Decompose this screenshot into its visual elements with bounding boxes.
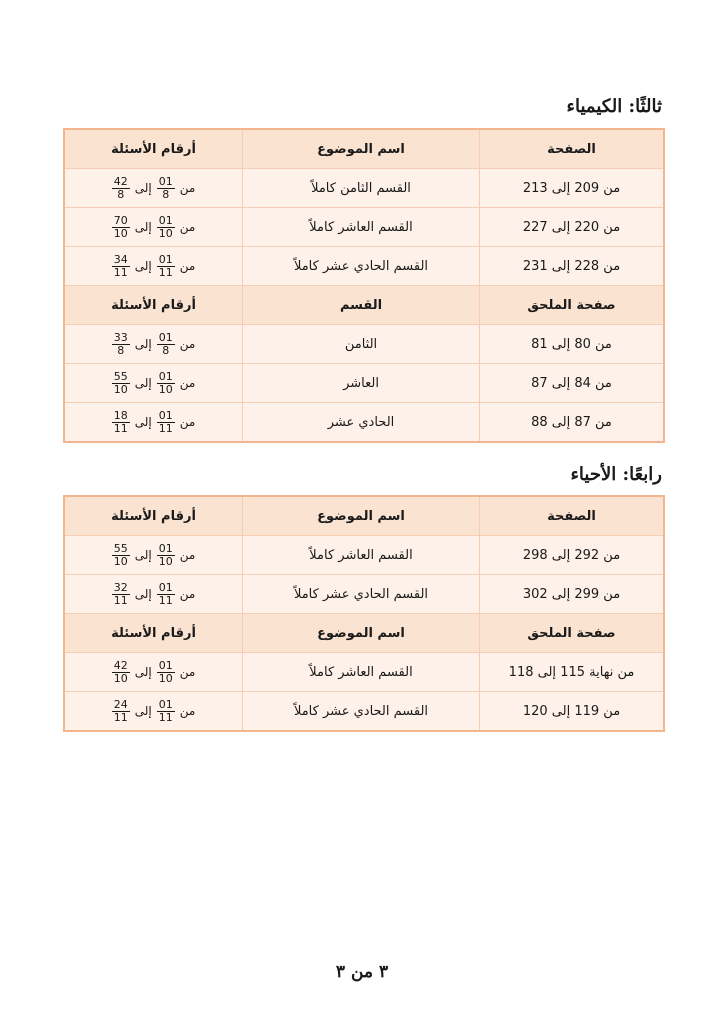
header-topic: اسم الموضوع [243,496,480,536]
to-fraction [112,660,130,685]
page-number: ٣ من ٣ [335,962,389,982]
table-header-row [64,614,664,653]
table-header-row [64,286,664,325]
to-fraction [112,371,130,396]
from-label: من [179,337,196,351]
fraction-numerator: 42 [113,174,128,188]
fraction-numerator: 01 [158,330,173,344]
header-page: صفحة الملحق [480,614,665,653]
fraction-denominator: 10 [113,671,128,685]
biology-table [63,495,665,732]
to-label: إلى [134,220,152,234]
fraction-denominator: 11 [113,421,128,435]
to-fraction [112,176,130,201]
to-label: إلى [134,665,152,679]
fraction-denominator: 10 [158,226,173,240]
header-questions: أرقام الأسئلة [64,496,243,536]
chemistry-section-title: ثالثًا: الكيمياء [566,96,662,117]
fraction-denominator: 10 [113,382,128,396]
from-label: من [179,259,196,273]
question-range [64,575,243,614]
fraction-numerator: 18 [113,408,128,422]
fraction-denominator: 10 [158,671,173,685]
fraction-numerator: 32 [113,580,128,594]
table-row [64,247,664,286]
to-label: إلى [134,376,152,390]
fraction-denominator: 8 [117,187,125,201]
page-range: من 220 إلى 227 [480,208,665,247]
fraction-denominator: 10 [158,554,173,568]
to-label: إلى [134,415,152,429]
header-page: صفحة الملحق [480,286,665,325]
to-label: إلى [134,181,152,195]
question-range [64,169,243,208]
fraction-denominator: 11 [158,265,173,279]
from-fraction [157,582,175,607]
question-range [64,536,243,575]
from-fraction [157,371,175,396]
table-row [64,364,664,403]
page-range: من نهاية 115 إلى 118 [480,653,665,692]
fraction-denominator: 8 [162,343,170,357]
header-questions: أرقام الأسئلة [64,286,243,325]
fraction-numerator: 01 [158,541,173,555]
header-topic: اسم الموضوع [243,129,480,169]
topic: الحادي عشر [243,403,480,443]
page-range: من 80 إلى 81 [480,325,665,364]
page-range: من 228 إلى 231 [480,247,665,286]
table-header-row [64,129,664,169]
to-label: إلى [134,337,152,351]
to-fraction [112,582,130,607]
table-row [64,169,664,208]
from-fraction [157,410,175,435]
from-fraction [157,332,175,357]
topic: العاشر [243,364,480,403]
fraction-numerator: 42 [113,658,128,672]
fraction-denominator: 8 [162,187,170,201]
topic: القسم العاشر كاملاً [243,536,480,575]
page-range: من 299 إلى 302 [480,575,665,614]
fraction-numerator: 55 [113,541,128,555]
fraction-numerator: 34 [113,252,128,266]
fraction-denominator: 10 [158,382,173,396]
to-label: إلى [134,259,152,273]
from-fraction [157,176,175,201]
to-fraction [112,410,130,435]
header-page: الصفحة [480,129,665,169]
table-row [64,325,664,364]
question-range [64,325,243,364]
question-range [64,364,243,403]
question-range [64,653,243,692]
topic: الثامن [243,325,480,364]
from-fraction [157,543,175,568]
fraction-numerator: 01 [158,252,173,266]
from-label: من [179,181,196,195]
header-questions: أرقام الأسئلة [64,129,243,169]
from-fraction [157,215,175,240]
from-label: من [179,665,196,679]
fraction-denominator: 11 [158,421,173,435]
page-range: من 292 إلى 298 [480,536,665,575]
question-range [64,247,243,286]
from-fraction [157,699,175,724]
table-row [64,692,664,732]
from-fraction [157,254,175,279]
table-row [64,653,664,692]
topic: القسم الحادي عشر كاملاً [243,575,480,614]
table-row [64,536,664,575]
from-label: من [179,220,196,234]
fraction-numerator: 01 [158,658,173,672]
to-fraction [112,699,130,724]
page-range: من 87 إلى 88 [480,403,665,443]
biology-section-title: رابعًا: الأحياء [570,464,662,485]
fraction-numerator: 01 [158,697,173,711]
topic: القسم العاشر كاملاً [243,208,480,247]
fraction-denominator: 11 [158,593,173,607]
fraction-numerator: 01 [158,369,173,383]
table-header-row [64,496,664,536]
to-label: إلى [134,587,152,601]
fraction-denominator: 11 [158,710,173,724]
chemistry-table [63,128,665,443]
fraction-denominator: 8 [117,343,125,357]
fraction-denominator: 11 [113,593,128,607]
table-row [64,575,664,614]
to-fraction [112,254,130,279]
header-topic: القسم [243,286,480,325]
header-page: الصفحة [480,496,665,536]
fraction-numerator: 01 [158,213,173,227]
fraction-numerator: 01 [158,174,173,188]
fraction-denominator: 11 [113,265,128,279]
header-questions: أرقام الأسئلة [64,614,243,653]
from-fraction [157,660,175,685]
question-range [64,208,243,247]
from-label: من [179,415,196,429]
page-range: من 119 إلى 120 [480,692,665,732]
fraction-numerator: 24 [113,697,128,711]
fraction-denominator: 11 [113,710,128,724]
fraction-numerator: 70 [113,213,128,227]
fraction-numerator: 01 [158,408,173,422]
table-row [64,208,664,247]
to-fraction [112,543,130,568]
from-label: من [179,587,196,601]
question-range [64,692,243,732]
header-topic: اسم الموضوع [243,614,480,653]
topic: القسم الثامن كاملاً [243,169,480,208]
from-label: من [179,704,196,718]
fraction-numerator: 01 [158,580,173,594]
topic: القسم الحادي عشر كاملاً [243,247,480,286]
fraction-numerator: 55 [113,369,128,383]
fraction-denominator: 10 [113,226,128,240]
to-fraction [112,215,130,240]
fraction-numerator: 33 [113,330,128,344]
topic: القسم العاشر كاملاً [243,653,480,692]
from-label: من [179,376,196,390]
topic: القسم الحادي عشر كاملاً [243,692,480,732]
page-range: من 84 إلى 87 [480,364,665,403]
to-label: إلى [134,704,152,718]
to-label: إلى [134,548,152,562]
fraction-denominator: 10 [113,554,128,568]
table-row [64,403,664,443]
page-range: من 209 إلى 213 [480,169,665,208]
to-fraction [112,332,130,357]
question-range [64,403,243,443]
from-label: من [179,548,196,562]
